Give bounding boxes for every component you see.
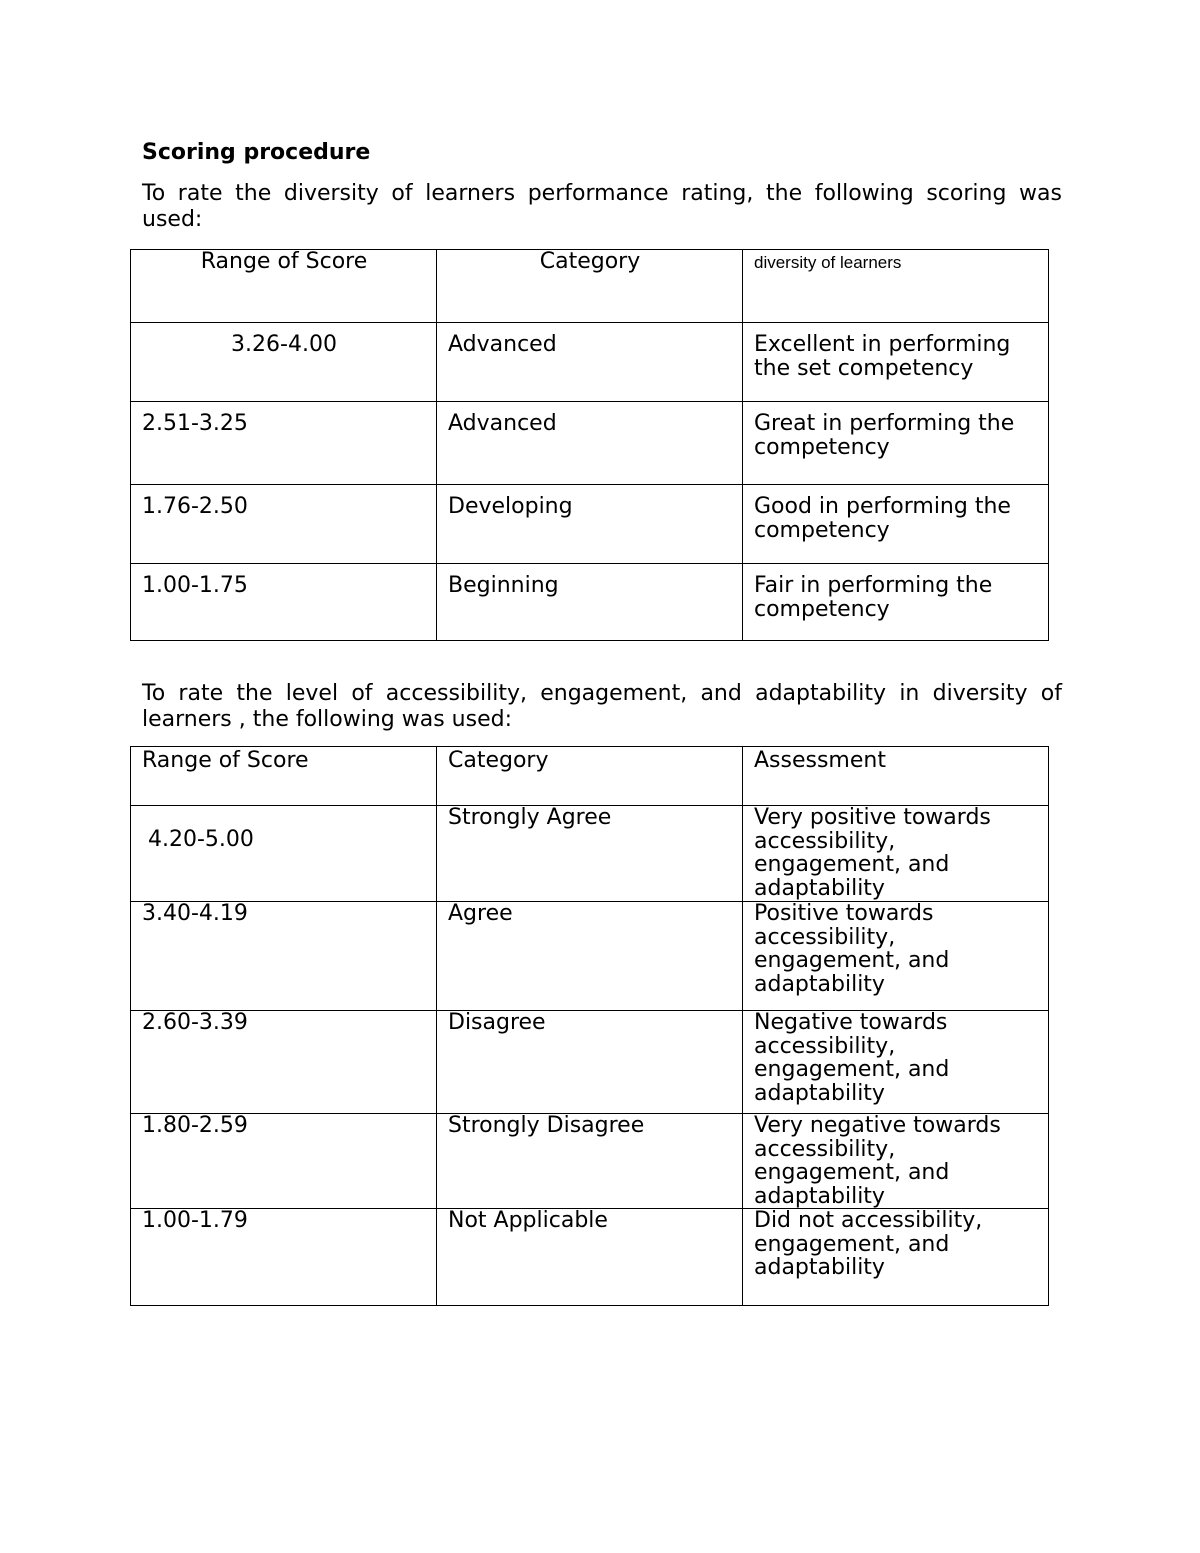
table-cell <box>437 806 743 902</box>
intro-paragraph-1: To rate the diversity of learners performance rating, the following scoring was used: <box>142 181 1062 232</box>
table-cell <box>743 902 1049 1011</box>
table-cell <box>437 485 743 564</box>
table-cell <box>437 1114 743 1209</box>
header-category: Category <box>448 748 549 773</box>
table-cell <box>437 402 743 485</box>
table-cell <box>743 1114 1049 1209</box>
header-cell <box>131 250 437 323</box>
table-cell <box>437 564 743 641</box>
assessment-cell: Very positive towards accessibility, engagement, and adaptability <box>754 805 991 901</box>
table-row <box>131 1114 1049 1209</box>
header-range-of-score: Range of Score <box>200 249 368 274</box>
range-cell: 3.40-4.19 <box>142 901 248 926</box>
table-cell <box>437 1209 743 1306</box>
table-cell <box>437 323 743 402</box>
table-row <box>131 806 1049 902</box>
category-cell: Strongly Disagree <box>448 1113 645 1138</box>
table-cell <box>743 1011 1049 1114</box>
category-cell: Disagree <box>448 1010 546 1035</box>
description-cell: Fair in performing the competency <box>754 573 993 622</box>
table-row <box>131 485 1049 564</box>
table-row <box>131 564 1049 641</box>
assessment-table <box>130 746 1049 1306</box>
range-cell: 2.60-3.39 <box>142 1010 248 1035</box>
header-range-of-score: Range of Score <box>142 748 309 773</box>
header-cell <box>131 747 437 806</box>
intro-paragraph-2: To rate the level of accessibility, engagement, and adaptability in diversity of learners , the following was used: <box>142 681 1062 732</box>
table-cell <box>131 1209 437 1306</box>
header-cell <box>743 747 1049 806</box>
category-cell: Strongly Agree <box>448 805 612 830</box>
table-header-row <box>131 747 1049 806</box>
table-cell <box>131 323 437 402</box>
header-cell <box>743 250 1049 323</box>
table-cell <box>131 564 437 641</box>
table-cell <box>131 1114 437 1209</box>
table-cell <box>743 1209 1049 1306</box>
description-cell: Good in performing the competency <box>754 494 1011 543</box>
category-cell: Advanced <box>448 332 557 357</box>
assessment-cell: Very negative towards accessibility, engagement, and adaptability <box>754 1113 1001 1209</box>
category-cell: Not Applicable <box>448 1208 608 1233</box>
category-cell: Developing <box>448 494 573 519</box>
range-cell: 1.80-2.59 <box>142 1113 248 1138</box>
performance-rating-table <box>130 249 1049 641</box>
table-row <box>131 323 1049 402</box>
table-cell <box>131 402 437 485</box>
range-cell: 1.00-1.75 <box>142 573 248 598</box>
table-cell <box>743 402 1049 485</box>
range-cell: 1.00-1.79 <box>142 1208 248 1233</box>
header-assessment: Assessment <box>754 748 886 773</box>
category-cell: Beginning <box>448 573 559 598</box>
table-header-row <box>131 250 1049 323</box>
assessment-cell: Did not accessibility, engagement, and adaptability <box>754 1208 983 1280</box>
range-cell: 1.76-2.50 <box>142 494 248 519</box>
header-category: Category <box>539 249 641 274</box>
table-cell <box>437 902 743 1011</box>
table-cell <box>743 806 1049 902</box>
table-cell <box>743 323 1049 402</box>
range-cell: 4.20-5.00 <box>148 827 254 852</box>
assessment-cell: Positive towards accessibility, engagement, and adaptability <box>754 901 950 997</box>
table-cell <box>131 902 437 1011</box>
table-cell <box>131 485 437 564</box>
table-cell <box>743 564 1049 641</box>
table-cell <box>131 1011 437 1114</box>
header-diversity-of-learners: diversity of learners <box>754 253 902 272</box>
description-cell: Excellent in performing the set competency <box>754 332 1011 381</box>
description-cell: Great in performing the competency <box>754 411 1015 460</box>
section-heading: Scoring procedure <box>142 140 371 165</box>
table-row <box>131 402 1049 485</box>
table-cell <box>437 1011 743 1114</box>
table-cell <box>131 806 437 902</box>
table-row <box>131 1011 1049 1114</box>
header-cell <box>437 250 743 323</box>
assessment-cell: Negative towards accessibility, engagement, and adaptability <box>754 1010 950 1106</box>
category-cell: Agree <box>448 901 513 926</box>
table-cell <box>743 485 1049 564</box>
table-row <box>131 1209 1049 1306</box>
range-cell: 3.26-4.00 <box>231 332 337 357</box>
header-cell <box>437 747 743 806</box>
category-cell: Advanced <box>448 411 557 436</box>
table-row <box>131 902 1049 1011</box>
range-cell: 2.51-3.25 <box>142 411 248 436</box>
